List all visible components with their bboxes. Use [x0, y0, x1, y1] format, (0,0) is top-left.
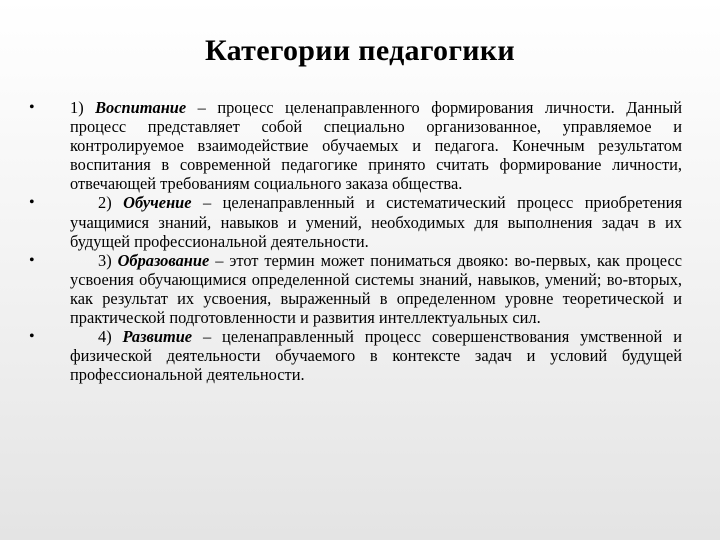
item-text: – целенаправленный и систематический процесс приобретения учащимися знаний, навыков и умений, необходимых для выполнения задач в их будущей профессиональной деятельности.	[70, 193, 682, 251]
bullet-item-development	[28, 327, 682, 384]
item-term: Воспитание	[95, 98, 187, 117]
item-term: Обучение	[123, 193, 192, 213]
bullet-item-upbringing	[28, 98, 682, 193]
bullet-dot-icon: •	[29, 99, 35, 116]
bullet-list	[28, 98, 682, 384]
bullet-dot-icon: •	[29, 328, 35, 346]
item-term: Развитие	[122, 327, 193, 347]
item-number: 3)	[98, 250, 118, 270]
item-number: 4)	[98, 327, 123, 347]
slide-title: Категории педагогики	[205, 34, 515, 67]
item-text: – этот термин может пониматься двояко: во-первых, как процесс усвоения обучающимися определенной системы знаний, навыков, умений; во-вторых, как результат их усвоения, выраженный в определенном уровне теоретической и практической подготовленности и развития интеллектуальных сил.	[70, 250, 682, 328]
item-number: 1)	[70, 98, 96, 117]
item-text: – процесс целенаправленного формирования личности. Данный процесс представляет собой специально организованное, управляемое и контролируемое взаимодействие обучаемых и педагога. Конечным результатом воспитания в современной педагогике принято считать формирование личности, отвечающей требованиям социального заказа общества.	[70, 98, 682, 194]
bullet-item-teaching	[28, 193, 682, 250]
bullet-dot-icon: •	[29, 251, 35, 269]
bullet-dot-icon: •	[29, 194, 35, 212]
item-term: Образование	[117, 250, 210, 270]
item-number: 2)	[98, 193, 124, 213]
item-text: – целенаправленный процесс совершенствования умственной и физической деятельности обучаемого в контексте задач и условий будущей профессиональной деятельности.	[70, 327, 682, 385]
bullet-item-education	[28, 251, 682, 327]
